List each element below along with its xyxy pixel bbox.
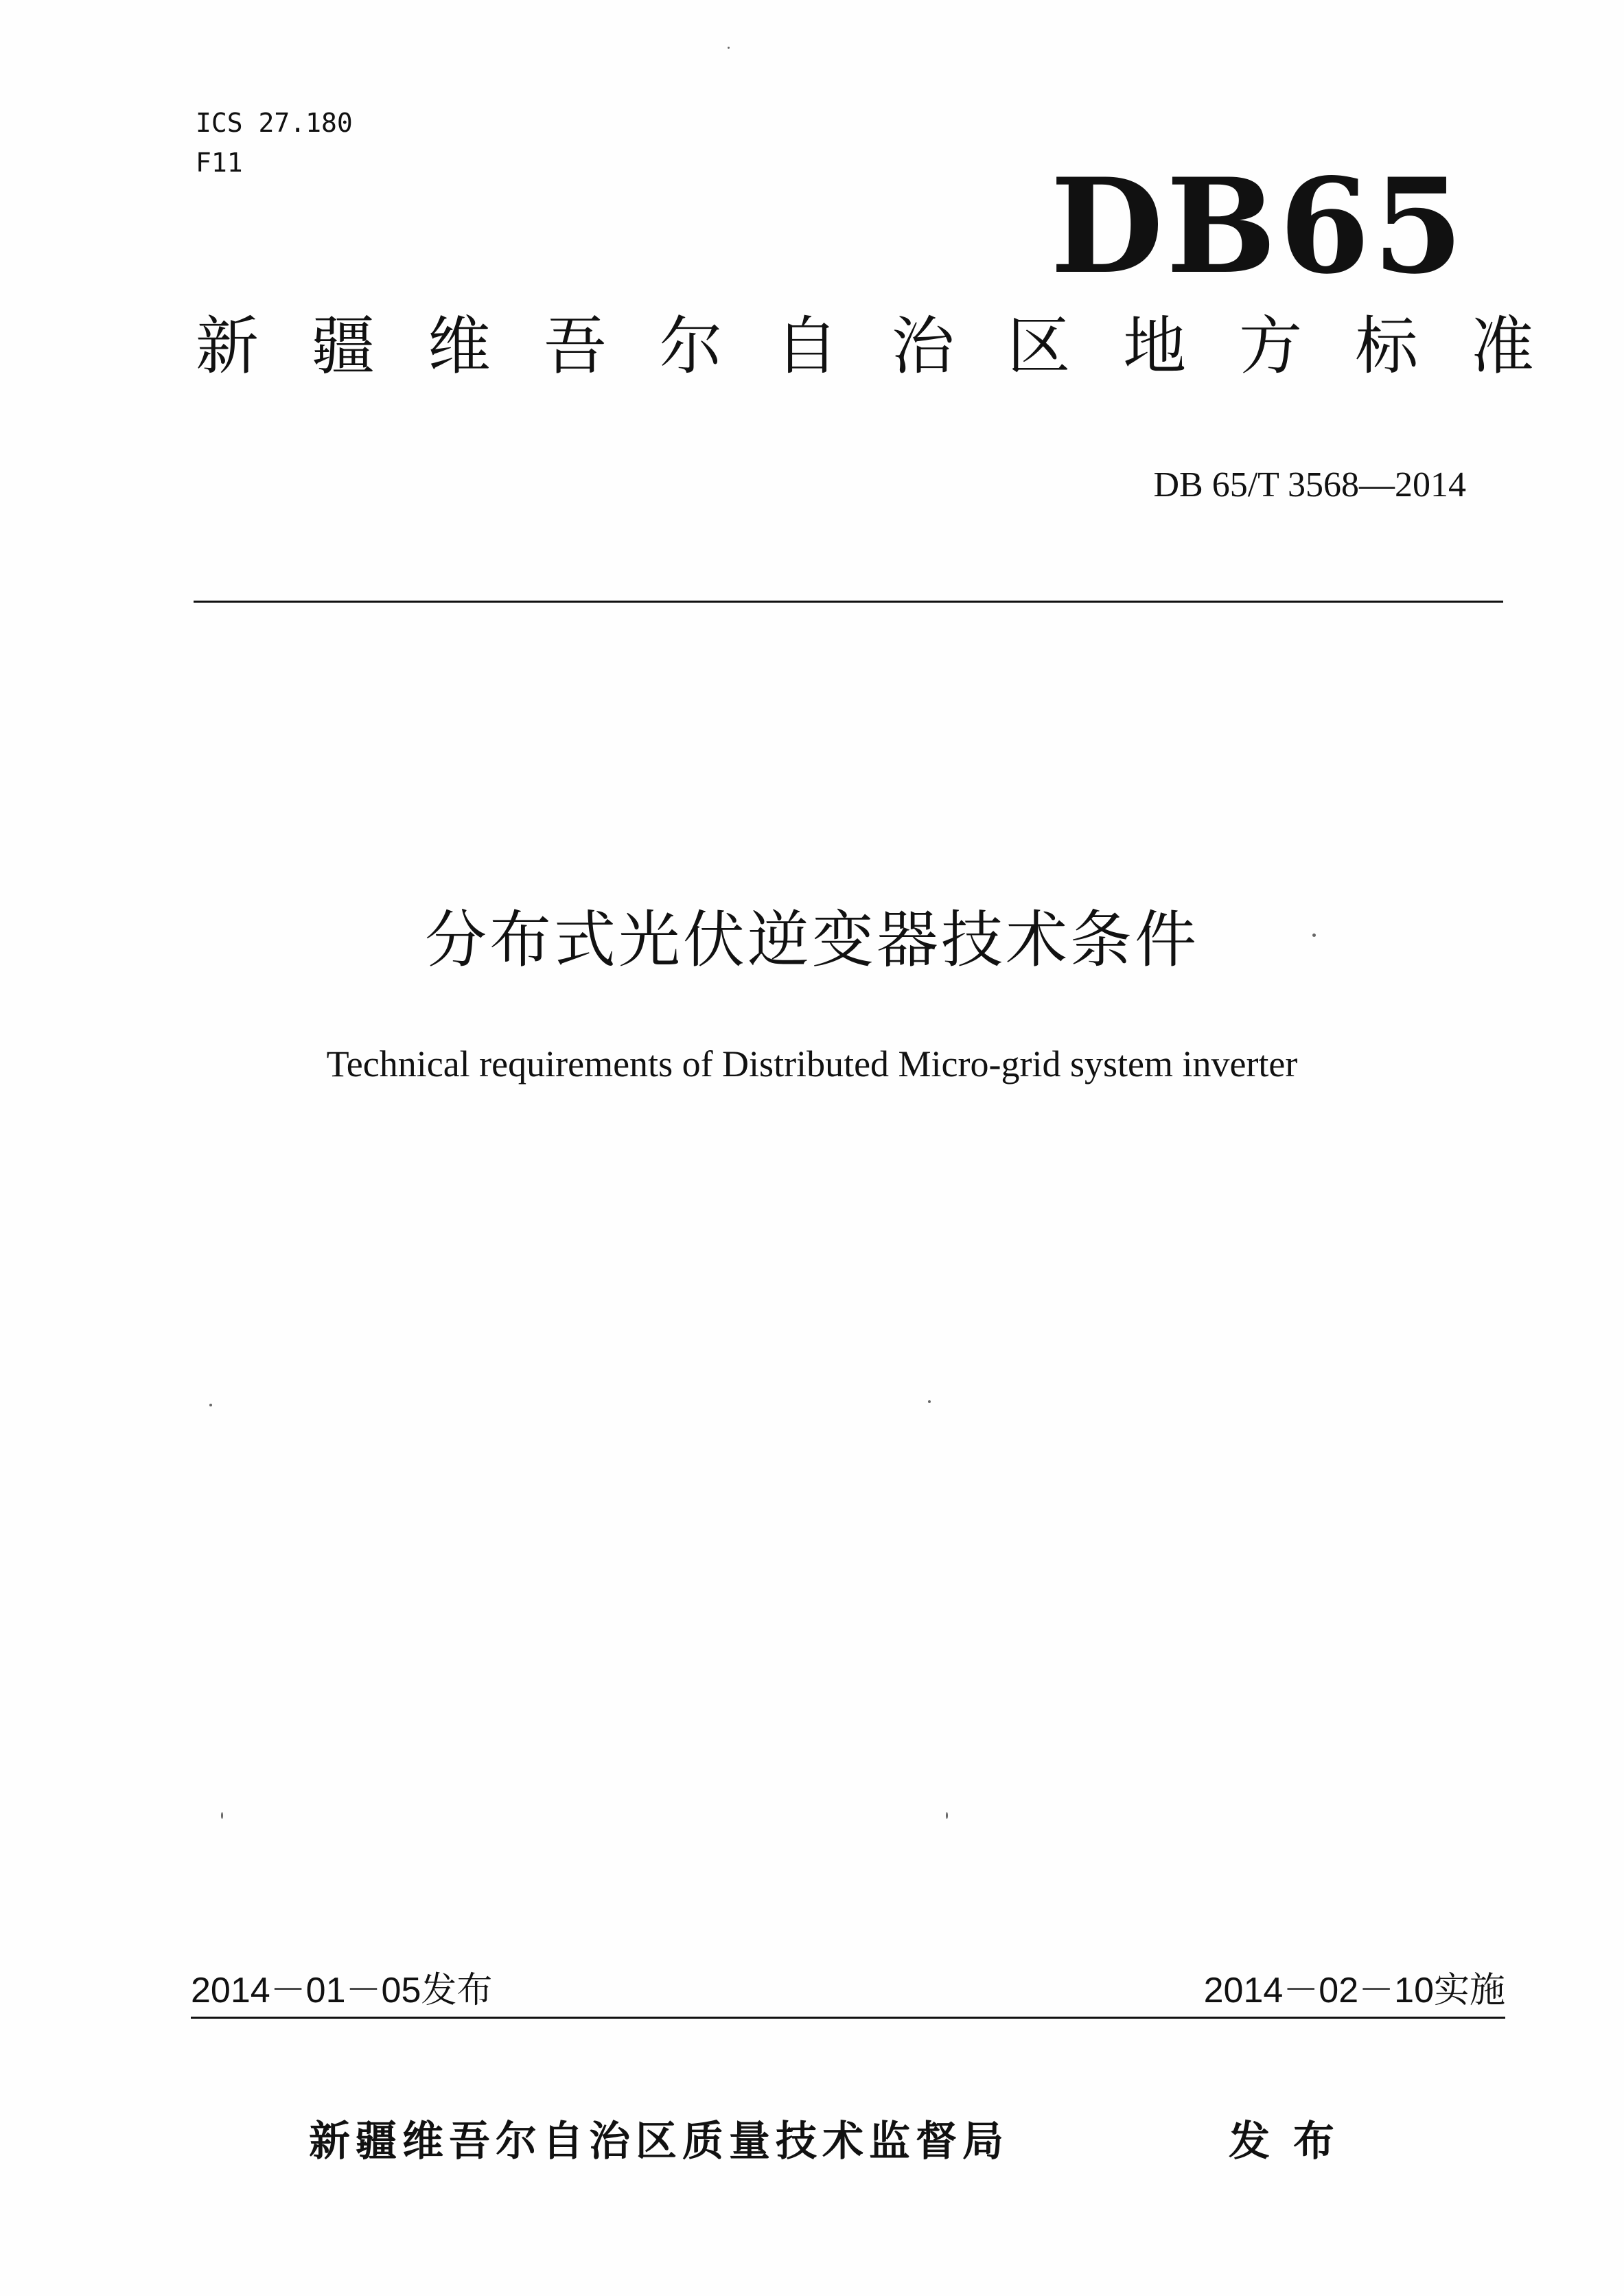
- standard-type-char: 标: [1355, 310, 1419, 383]
- issuing-action: 发布: [1229, 2118, 1358, 2166]
- scan-speck: [928, 1400, 931, 1403]
- scan-speck: [221, 1812, 223, 1819]
- standard-type-char: 尔: [659, 310, 723, 383]
- footer-divider: [191, 2017, 1505, 2019]
- standard-type-char: 治: [891, 310, 955, 383]
- issuing-authority: 新疆维吾尔自治区质量技术监督局: [309, 2118, 1009, 2166]
- issue-date: 2014－01－05发布: [191, 1971, 493, 2010]
- standard-type-heading: [196, 305, 1534, 388]
- document-title-en: Technical requirements of Distributed Micro-grid system inverter: [326, 1043, 1298, 1085]
- standard-type-char: 疆: [311, 310, 375, 383]
- standard-type-char: 自: [775, 310, 839, 383]
- effective-date: 2014－02－10实施: [1203, 1971, 1505, 2010]
- scan-speck: [209, 1404, 212, 1406]
- standard-brand-mark: DB65: [1050, 150, 1466, 303]
- standard-type-char: 新: [196, 310, 259, 383]
- ics-code: ICS 27.180: [196, 108, 353, 138]
- classification-codes: [196, 103, 353, 183]
- standard-type-char: 准: [1470, 310, 1534, 383]
- scan-speck: [946, 1812, 948, 1819]
- standard-type-char: 区: [1007, 310, 1071, 383]
- document-title-cn: 分布式光伏逆变器技术条件: [425, 904, 1199, 976]
- scan-speck: [1312, 934, 1316, 937]
- standard-type-char: 方: [1239, 310, 1303, 383]
- ccs-code: F11: [196, 148, 243, 178]
- standard-type-char: 地: [1123, 310, 1187, 383]
- scan-speck: [728, 47, 730, 49]
- header-divider: [194, 601, 1503, 603]
- standard-type-char: 吾: [543, 310, 607, 383]
- standard-type-char: 维: [427, 310, 491, 383]
- standard-number: DB 65/T 3568—2014: [1153, 465, 1466, 505]
